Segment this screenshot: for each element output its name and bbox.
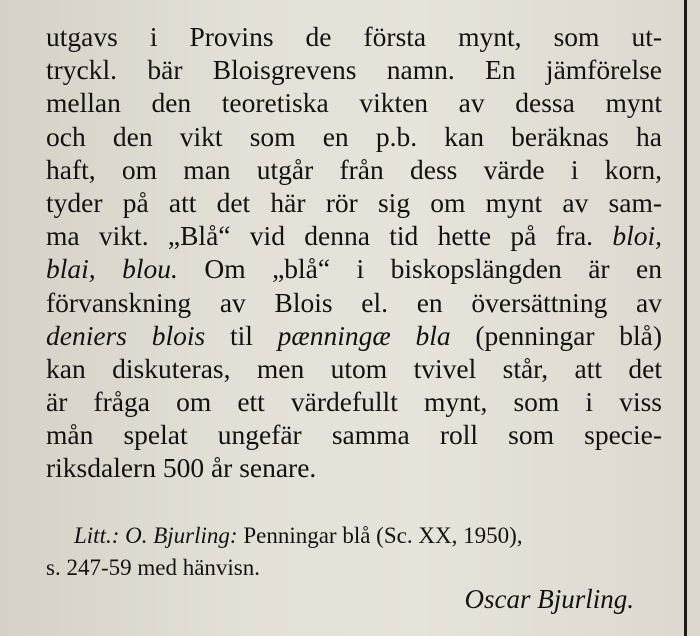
text-line-9: förvanskning av Blois el. en översättning av xyxy=(46,286,662,318)
reference-label: Litt.: xyxy=(74,523,120,548)
text-line-8: blai, blou. Om „blå“ i biskopslängden är en xyxy=(46,253,662,285)
text-line-2: tryckl. bär Bloisgrevens namn. En jämförelse xyxy=(46,54,662,86)
reference-line-1 xyxy=(46,520,662,552)
text-line-10: deniers blois til pænningæ bla (penningar blå) xyxy=(46,319,663,351)
text-line-13: mån spelat ungefär samma roll som specie- xyxy=(46,419,662,451)
page-edge-rule xyxy=(684,0,687,636)
article-body xyxy=(46,20,662,485)
text-line-6: tyder på att det här rör sig om mynt av sam- xyxy=(46,186,662,218)
text-line-3: mellan den teoretiska vikten av dessa mynt xyxy=(46,87,662,119)
reference-author: O. Bjurling: xyxy=(125,523,238,548)
text-line-7: ma vikt. „Blå“ vid denna tid hette på fra. bloi, xyxy=(46,220,662,252)
reference-pages: s. 247-59 med hänvisn. xyxy=(46,555,261,580)
text-line-4: och den vikt som en p.b. kan beräknas ha xyxy=(46,120,662,152)
text-line-12: är fråga om ett värdefullt mynt, som i viss xyxy=(46,386,662,418)
reference-title: Penningar blå (Sc. XX, 1950), xyxy=(243,523,523,548)
text-line-1: utgavs i Provins de första mynt, som ut- xyxy=(46,21,662,52)
author-signature: Oscar Bjurling. xyxy=(464,584,634,614)
reference-line-2 xyxy=(46,552,662,584)
literature-reference xyxy=(46,520,662,584)
text-line-14: riksdalern 500 år senare. xyxy=(46,452,317,484)
text-line-11: kan diskuteras, men utom tvivel står, att det xyxy=(46,352,662,384)
text-line-5: haft, om man utgår från dess värde i korn, xyxy=(46,153,662,185)
